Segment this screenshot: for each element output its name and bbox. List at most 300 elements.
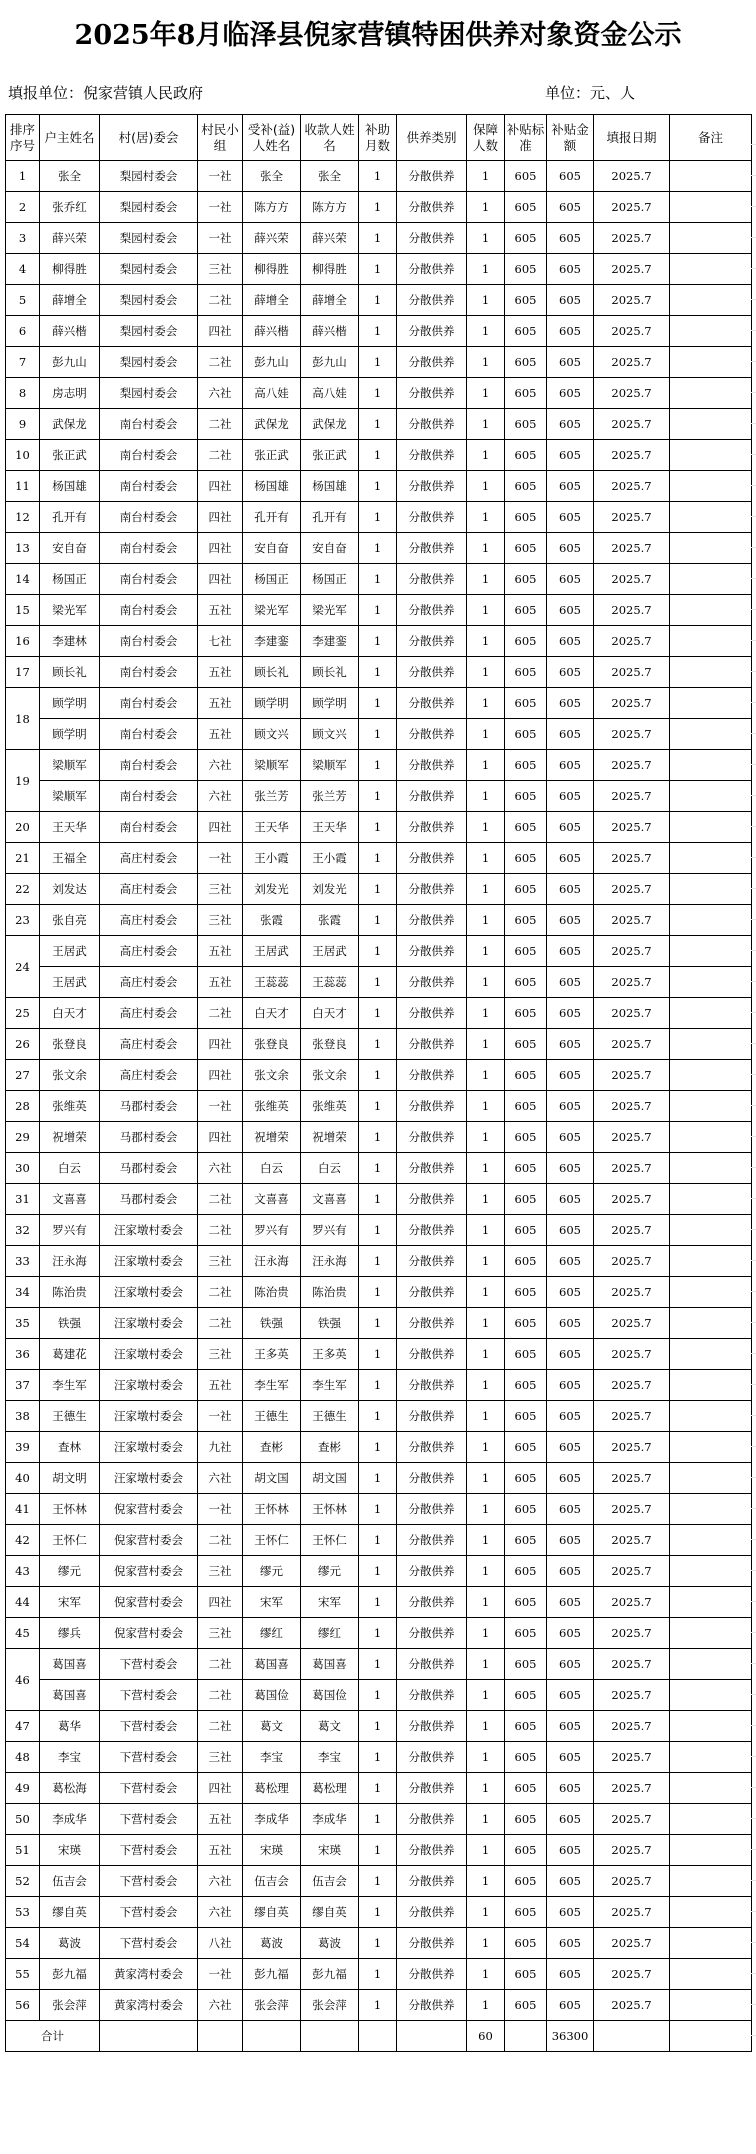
payee-cell: 王居武 [301,936,359,967]
head-name-cell: 孔开有 [40,502,100,533]
group-cell: 六社 [198,378,243,409]
amount-cell: 605 [547,874,594,905]
standard-cell: 605 [505,1556,547,1587]
remark-cell [670,719,752,750]
date-cell: 2025.7 [594,1494,670,1525]
people-cell: 1 [467,564,505,595]
head-name-cell: 白天才 [40,998,100,1029]
table-row [6,1773,752,1804]
seq-cell: 50 [6,1804,40,1835]
date-cell: 2025.7 [594,285,670,316]
payee-cell: 张正武 [301,440,359,471]
table-row [6,1866,752,1897]
support-type-cell: 分散供养 [397,1804,467,1835]
people-cell: 1 [467,161,505,192]
date-cell: 2025.7 [594,440,670,471]
date-cell: 2025.7 [594,223,670,254]
group-cell: 四社 [198,1122,243,1153]
group-cell: 四社 [198,1029,243,1060]
standard-cell: 605 [505,440,547,471]
standard-cell: 605 [505,1277,547,1308]
amount-cell: 605 [547,1835,594,1866]
amount-cell: 605 [547,161,594,192]
village-cell: 倪家营村委会 [100,1556,198,1587]
beneficiary-cell: 彭九福 [243,1959,301,1990]
standard-cell: 605 [505,1773,547,1804]
village-cell: 梨园村委会 [100,316,198,347]
payee-cell: 顾学明 [301,688,359,719]
head-name-cell: 文喜喜 [40,1184,100,1215]
seq-cell: 26 [6,1029,40,1060]
support-type-cell: 分散供养 [397,1866,467,1897]
standard-cell: 605 [505,1060,547,1091]
months-cell: 1 [359,471,397,502]
people-cell: 1 [467,316,505,347]
head-name-cell: 宋瑛 [40,1835,100,1866]
people-cell: 1 [467,1153,505,1184]
support-type-cell: 分散供养 [397,874,467,905]
village-cell: 倪家营村委会 [100,1494,198,1525]
months-cell: 1 [359,1680,397,1711]
remark-cell [670,1835,752,1866]
support-type-cell: 分散供养 [397,1742,467,1773]
people-cell: 1 [467,1339,505,1370]
support-type-cell: 分散供养 [397,1153,467,1184]
village-cell: 汪家墩村委会 [100,1370,198,1401]
group-cell: 二社 [198,1215,243,1246]
seq-cell: 17 [6,657,40,688]
amount-cell: 605 [547,688,594,719]
support-type-cell: 分散供养 [397,1184,467,1215]
payee-cell: 缪红 [301,1618,359,1649]
standard-cell: 605 [505,905,547,936]
remark-cell [670,750,752,781]
village-cell: 下营村委会 [100,1680,198,1711]
table-row [6,1246,752,1277]
beneficiary-cell: 王怀仁 [243,1525,301,1556]
head-name-cell: 王天华 [40,812,100,843]
payee-cell: 张登良 [301,1029,359,1060]
table-row [6,1122,752,1153]
amount-cell: 605 [547,1897,594,1928]
remark-cell [670,1029,752,1060]
head-name-cell: 彭九福 [40,1959,100,1990]
amount-cell: 605 [547,1525,594,1556]
people-cell: 1 [467,1525,505,1556]
standard-cell: 605 [505,1494,547,1525]
village-cell: 高庄村委会 [100,1060,198,1091]
amount-cell: 605 [547,719,594,750]
village-cell: 高庄村委会 [100,843,198,874]
date-cell: 2025.7 [594,1060,670,1091]
support-type-cell: 分散供养 [397,1029,467,1060]
head-name-cell: 白云 [40,1153,100,1184]
head-name-cell: 宋军 [40,1587,100,1618]
group-cell: 五社 [198,936,243,967]
table-row [6,1587,752,1618]
date-cell: 2025.7 [594,1866,670,1897]
head-name-cell: 葛国喜 [40,1680,100,1711]
payee-cell: 胡文国 [301,1463,359,1494]
beneficiary-cell: 张兰芳 [243,781,301,812]
remark-cell [670,936,752,967]
head-name-cell: 张登良 [40,1029,100,1060]
months-cell: 1 [359,1432,397,1463]
village-cell: 南台村委会 [100,502,198,533]
support-type-cell: 分散供养 [397,1711,467,1742]
group-cell: 六社 [198,750,243,781]
beneficiary-cell: 杨国正 [243,564,301,595]
amount-cell: 605 [547,471,594,502]
remark-cell [670,1928,752,1959]
months-cell: 1 [359,1990,397,2021]
amount-cell: 605 [547,316,594,347]
months-cell: 1 [359,347,397,378]
date-cell: 2025.7 [594,347,670,378]
people-cell: 1 [467,1184,505,1215]
group-cell: 一社 [198,1091,243,1122]
head-name-cell: 张维英 [40,1091,100,1122]
people-cell: 1 [467,285,505,316]
head-name-cell: 葛国喜 [40,1649,100,1680]
amount-cell: 605 [547,347,594,378]
table-row [6,595,752,626]
table-body [6,161,752,2021]
amount-cell: 605 [547,1494,594,1525]
sheet-gridlines [751,114,756,2050]
group-cell: 二社 [198,1308,243,1339]
header-head-name: 户主姓名 [40,115,100,161]
people-cell: 1 [467,1618,505,1649]
payee-cell: 汪永海 [301,1246,359,1277]
table-row [6,1897,752,1928]
head-name-cell: 葛建花 [40,1339,100,1370]
months-cell: 1 [359,936,397,967]
standard-cell: 605 [505,936,547,967]
head-name-cell: 张文余 [40,1060,100,1091]
group-cell: 三社 [198,1246,243,1277]
date-cell: 2025.7 [594,595,670,626]
standard-cell: 605 [505,1897,547,1928]
seq-cell: 49 [6,1773,40,1804]
seq-cell: 11 [6,471,40,502]
remark-cell [670,1153,752,1184]
remark-cell [670,192,752,223]
header-support-type: 供养类别 [397,115,467,161]
head-name-cell: 李生军 [40,1370,100,1401]
months-cell: 1 [359,161,397,192]
group-cell: 四社 [198,533,243,564]
people-cell: 1 [467,1711,505,1742]
people-cell: 1 [467,1773,505,1804]
payee-cell: 彭九山 [301,347,359,378]
beneficiary-cell: 白天才 [243,998,301,1029]
beneficiary-cell: 胡文国 [243,1463,301,1494]
date-cell: 2025.7 [594,1091,670,1122]
group-cell: 三社 [198,1618,243,1649]
amount-cell: 605 [547,1773,594,1804]
people-cell: 1 [467,1866,505,1897]
table-row [6,1308,752,1339]
village-cell: 梨园村委会 [100,254,198,285]
amount-cell: 605 [547,1990,594,2021]
head-name-cell: 铁强 [40,1308,100,1339]
group-cell: 五社 [198,1804,243,1835]
seq-cell: 32 [6,1215,40,1246]
payee-cell: 刘发光 [301,874,359,905]
group-cell: 三社 [198,1339,243,1370]
remark-cell [670,1370,752,1401]
support-type-cell: 分散供养 [397,1928,467,1959]
table-row [6,1153,752,1184]
date-cell: 2025.7 [594,843,670,874]
village-cell: 汪家墩村委会 [100,1339,198,1370]
village-cell: 南台村委会 [100,564,198,595]
people-cell: 1 [467,781,505,812]
months-cell: 1 [359,285,397,316]
date-cell: 2025.7 [594,1215,670,1246]
group-cell: 六社 [198,1153,243,1184]
table-row [6,688,752,719]
seq-cell: 22 [6,874,40,905]
village-cell: 高庄村委会 [100,905,198,936]
seq-cell: 47 [6,1711,40,1742]
people-cell: 1 [467,1215,505,1246]
people-cell: 1 [467,1804,505,1835]
amount-cell: 605 [547,998,594,1029]
people-cell: 1 [467,1556,505,1587]
seq-cell: 39 [6,1432,40,1463]
support-type-cell: 分散供养 [397,347,467,378]
beneficiary-cell: 顾文兴 [243,719,301,750]
support-type-cell: 分散供养 [397,1835,467,1866]
head-name-cell: 伍吉会 [40,1866,100,1897]
months-cell: 1 [359,1184,397,1215]
months-cell: 1 [359,967,397,998]
seq-cell: 27 [6,1060,40,1091]
total-cell [243,2021,301,2052]
standard-cell: 605 [505,1246,547,1277]
beneficiary-cell: 王怀林 [243,1494,301,1525]
amount-cell: 605 [547,1184,594,1215]
village-cell: 南台村委会 [100,688,198,719]
standard-cell: 605 [505,223,547,254]
amount-cell: 605 [547,1277,594,1308]
remark-cell [670,1959,752,1990]
village-cell: 梨园村委会 [100,161,198,192]
date-cell: 2025.7 [594,316,670,347]
amount-cell: 605 [547,1432,594,1463]
head-name-cell: 缪元 [40,1556,100,1587]
head-name-cell: 顾学明 [40,719,100,750]
seq-cell: 45 [6,1618,40,1649]
seq-cell: 37 [6,1370,40,1401]
support-type-cell: 分散供养 [397,1463,467,1494]
standard-cell: 605 [505,1215,547,1246]
beneficiary-cell: 葛国俭 [243,1680,301,1711]
payee-cell: 张霞 [301,905,359,936]
standard-cell: 605 [505,409,547,440]
months-cell: 1 [359,781,397,812]
village-cell: 梨园村委会 [100,192,198,223]
group-cell: 三社 [198,254,243,285]
table-row [6,502,752,533]
seq-cell: 24 [6,936,40,998]
header-people: 保障人数 [467,115,505,161]
people-cell: 1 [467,967,505,998]
date-cell: 2025.7 [594,781,670,812]
remark-cell [670,223,752,254]
group-cell: 八社 [198,1928,243,1959]
date-cell: 2025.7 [594,1401,670,1432]
date-cell: 2025.7 [594,750,670,781]
remark-cell [670,471,752,502]
amount-cell: 605 [547,1680,594,1711]
village-cell: 南台村委会 [100,812,198,843]
standard-cell: 605 [505,471,547,502]
date-cell: 2025.7 [594,905,670,936]
head-name-cell: 张正武 [40,440,100,471]
people-cell: 1 [467,502,505,533]
header-remark: 备注 [670,115,752,161]
payee-cell: 宋瑛 [301,1835,359,1866]
table-row [6,1432,752,1463]
standard-cell: 605 [505,812,547,843]
amount-cell: 605 [547,1463,594,1494]
filler-unit-label: 填报单位：倪家营镇人民政府 [8,84,204,102]
seq-cell: 21 [6,843,40,874]
people-cell: 1 [467,533,505,564]
date-cell: 2025.7 [594,378,670,409]
people-cell: 1 [467,1401,505,1432]
seq-cell: 7 [6,347,40,378]
beneficiary-cell: 薛兴楷 [243,316,301,347]
head-name-cell: 缪兵 [40,1618,100,1649]
people-cell: 1 [467,409,505,440]
seq-cell: 43 [6,1556,40,1587]
beneficiary-cell: 李成华 [243,1804,301,1835]
standard-cell: 605 [505,967,547,998]
beneficiary-cell: 白云 [243,1153,301,1184]
head-name-cell: 王福全 [40,843,100,874]
table-row [6,378,752,409]
remark-cell [670,1649,752,1680]
people-cell: 1 [467,1432,505,1463]
standard-cell: 605 [505,1432,547,1463]
village-cell: 黄家湾村委会 [100,1990,198,2021]
support-type-cell: 分散供养 [397,688,467,719]
payee-cell: 伍吉会 [301,1866,359,1897]
head-name-cell: 梁顺军 [40,781,100,812]
months-cell: 1 [359,1773,397,1804]
village-cell: 马郡村委会 [100,1153,198,1184]
standard-cell: 605 [505,750,547,781]
amount-cell: 605 [547,750,594,781]
remark-cell [670,1773,752,1804]
village-cell: 南台村委会 [100,750,198,781]
amount-cell: 605 [547,223,594,254]
village-cell: 南台村委会 [100,719,198,750]
group-cell: 四社 [198,1773,243,1804]
people-cell: 1 [467,1680,505,1711]
payee-cell: 铁强 [301,1308,359,1339]
seq-cell: 51 [6,1835,40,1866]
seq-cell: 52 [6,1866,40,1897]
date-cell: 2025.7 [594,533,670,564]
months-cell: 1 [359,1091,397,1122]
date-cell: 2025.7 [594,502,670,533]
amount-cell: 605 [547,1711,594,1742]
seq-cell: 20 [6,812,40,843]
beneficiary-cell: 文喜喜 [243,1184,301,1215]
support-type-cell: 分散供养 [397,998,467,1029]
seq-cell: 25 [6,998,40,1029]
beneficiary-cell: 汪永海 [243,1246,301,1277]
payee-cell: 王小霞 [301,843,359,874]
seq-cell: 2 [6,192,40,223]
header-village: 村(居)委会 [100,115,198,161]
total-people: 60 [467,2021,505,2052]
date-cell: 2025.7 [594,626,670,657]
support-type-cell: 分散供养 [397,843,467,874]
months-cell: 1 [359,1339,397,1370]
payee-cell: 李建銮 [301,626,359,657]
table-row [6,874,752,905]
payee-cell: 梁顺军 [301,750,359,781]
date-cell: 2025.7 [594,1804,670,1835]
seq-cell: 41 [6,1494,40,1525]
months-cell: 1 [359,409,397,440]
remark-cell [670,781,752,812]
remark-cell [670,161,752,192]
date-cell: 2025.7 [594,254,670,285]
standard-cell: 605 [505,688,547,719]
village-cell: 汪家墩村委会 [100,1432,198,1463]
village-cell: 倪家营村委会 [100,1525,198,1556]
payee-cell: 葛松理 [301,1773,359,1804]
months-cell: 1 [359,192,397,223]
remark-cell [670,1556,752,1587]
seq-cell: 44 [6,1587,40,1618]
head-name-cell: 陈治贵 [40,1277,100,1308]
payee-cell: 顾文兴 [301,719,359,750]
payee-cell: 安自奋 [301,533,359,564]
amount-cell: 605 [547,1370,594,1401]
beneficiary-cell: 梁光军 [243,595,301,626]
standard-cell: 605 [505,192,547,223]
group-cell: 七社 [198,626,243,657]
beneficiary-cell: 杨国雄 [243,471,301,502]
date-cell: 2025.7 [594,1308,670,1339]
group-cell: 一社 [198,843,243,874]
beneficiary-cell: 王多英 [243,1339,301,1370]
payee-cell: 葛国喜 [301,1649,359,1680]
table-row [6,1680,752,1711]
beneficiary-cell: 缪元 [243,1556,301,1587]
head-name-cell: 葛松海 [40,1773,100,1804]
group-cell: 一社 [198,1401,243,1432]
village-cell: 倪家营村委会 [100,1618,198,1649]
payee-cell: 张维英 [301,1091,359,1122]
people-cell: 1 [467,192,505,223]
total-cell [397,2021,467,2052]
payee-cell: 张文余 [301,1060,359,1091]
beneficiary-cell: 刘发光 [243,874,301,905]
group-cell: 二社 [198,440,243,471]
payee-cell: 缪元 [301,1556,359,1587]
amount-cell: 605 [547,1339,594,1370]
date-cell: 2025.7 [594,1649,670,1680]
